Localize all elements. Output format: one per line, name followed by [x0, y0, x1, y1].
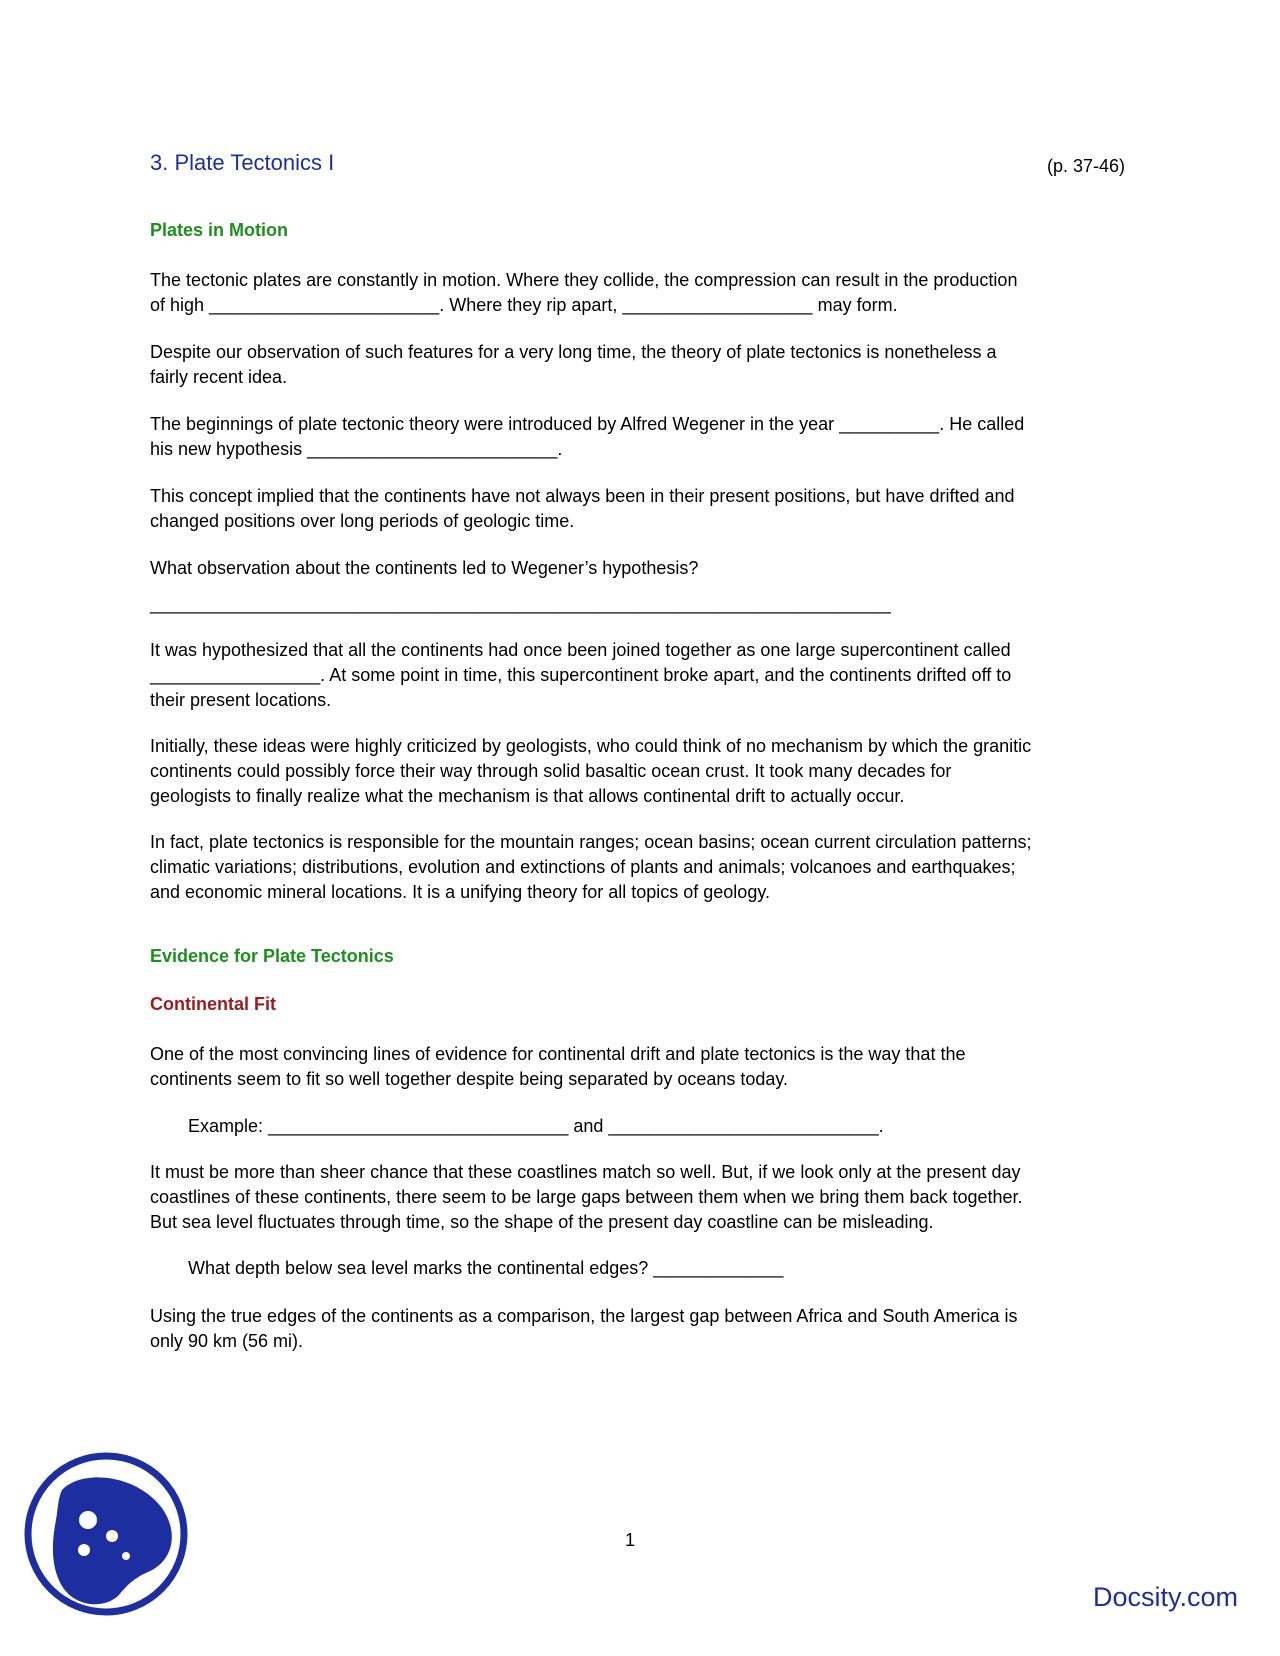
paragraph [150, 638, 1190, 713]
paragraph [150, 1304, 1190, 1354]
text-line: One of the most convincing lines of evidence for continental drift and plate tectonics is the way that the [150, 1044, 966, 1064]
paragraph [150, 1042, 1190, 1092]
text-line: changed positions over long periods of geologic time. [150, 511, 575, 531]
text-line: Using the true edges of the continents as a comparison, the largest gap between Africa and South America is [150, 1306, 1018, 1326]
text-line: It was hypothesized that all the continents had once been joined together as one large supercontinent called [150, 640, 1011, 660]
answer-line: __________________________________________________________________________ [150, 594, 891, 614]
text-line: fairly recent idea. [150, 367, 288, 387]
text-line: geologists to finally realize what the mechanism is that allows continental drift to actually occur. [150, 786, 905, 806]
text-line: of high _______________________. Where they rip apart, ___________________ may form. [150, 295, 898, 315]
paragraph [150, 268, 1190, 318]
paragraph [150, 734, 1190, 809]
text-line: But sea level fluctuates through time, so the shape of the present day coastline can be misleading. [150, 1212, 934, 1232]
section-heading-evidence: Evidence for Plate Tectonics [150, 946, 394, 966]
text-line: his new hypothesis _________________________. [150, 439, 563, 459]
example-line: Example: ______________________________ and ___________________________. [188, 1116, 884, 1136]
subheading-continental-fit: Continental Fit [150, 994, 276, 1014]
text-line: their present locations. [150, 690, 332, 710]
text-line: Despite our observation of such features for a very long time, the theory of plate tectonics is nonetheless a [150, 342, 997, 362]
paragraph [150, 830, 1190, 905]
text-line: The beginnings of plate tectonic theory were introduced by Alfred Wegener in the year __________. He called [150, 414, 1025, 434]
text-line: continents seem to fit so well together despite being separated by oceans today. [150, 1069, 789, 1089]
page-title: 3. Plate Tectonics I [150, 150, 335, 175]
text-line: and economic mineral locations. It is a unifying theory for all topics of geology. [150, 882, 770, 902]
text-line: _________________. At some point in time, this supercontinent broke apart, and the continents drifted off to [150, 665, 1012, 685]
text-line: Initially, these ideas were highly criticized by geologists, who could think of no mechanism by which the granitic [150, 736, 1032, 756]
question: What observation about the continents led to Wegener’s hypothesis? [150, 558, 699, 578]
text-line: This concept implied that the continents have not always been in their present positions, but have drifted and [150, 486, 1015, 506]
brand-link[interactable]: Docsity.com [1093, 1582, 1239, 1612]
page-number: 1 [625, 1530, 636, 1550]
text-line: coastlines of these continents, there seem to be large gaps between them when we bring them back together. [150, 1187, 1023, 1207]
docsity-logo-icon [22, 1450, 190, 1618]
paragraph [150, 484, 1190, 534]
title-row [150, 150, 1125, 182]
section-heading-plates-in-motion: Plates in Motion [150, 220, 289, 240]
text-line: It must be more than sheer chance that these coastlines match so well. But, if we look only at the present day [150, 1162, 1021, 1182]
text-line: The tectonic plates are constantly in motion. Where they collide, the compression can result in the production [150, 270, 1018, 290]
depth-question: What depth below sea level marks the continental edges? _____________ [188, 1258, 784, 1278]
text-line: continents could possibly force their way through solid basaltic ocean crust. It took many decades for [150, 761, 952, 781]
text-line: only 90 km (56 mi). [150, 1331, 304, 1351]
text-line: In fact, plate tectonics is responsible for the mountain ranges; ocean basins; ocean current circulation patterns; [150, 832, 1032, 852]
paragraph [150, 412, 1190, 462]
text-line: climatic variations; distributions, evolution and extinctions of plants and animals; volcanoes and earthquakes; [150, 857, 1016, 877]
paragraph [150, 340, 1190, 390]
page-reference: (p. 37-46) [1046, 156, 1125, 176]
paragraph [150, 1160, 1190, 1235]
